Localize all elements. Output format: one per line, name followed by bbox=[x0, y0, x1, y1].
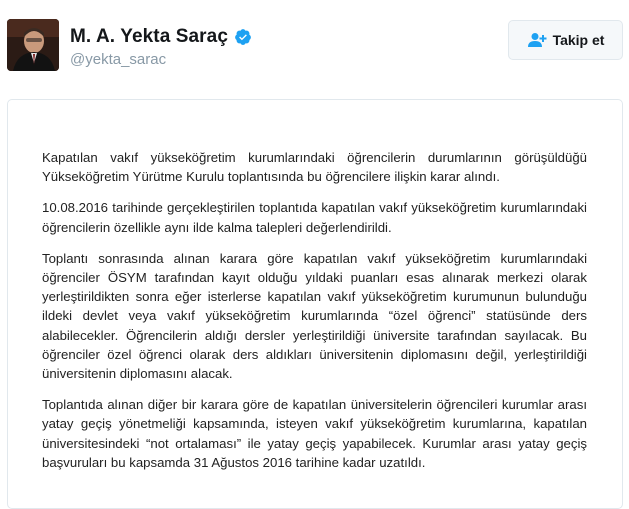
tweet-header bbox=[0, 0, 629, 90]
avatar-photo bbox=[7, 19, 59, 71]
statement-paragraph: Toplantıda alınan diğer bir karara göre de kapatılan üniversitelerin öğrencileri kurumlar arası yatay geçiş yönetmeliği kapsamında, isteyen vakıf yükseköğretim kurumlarına, kapatılan üniversitesindeki “not ortalaması” ile yatay geçiş yapabilecek. Kurumlar arası yatay geçiş başvuruları bu kapsamda 31 Ağustos 2016 tarihine kadar uzatıldı. bbox=[42, 397, 587, 470]
statement-card[interactable] bbox=[7, 99, 623, 509]
display-name[interactable]: M. A. Yekta Saraç bbox=[70, 26, 229, 47]
follow-button[interactable] bbox=[508, 20, 623, 60]
verified-badge-icon bbox=[234, 28, 252, 46]
statement-text bbox=[42, 148, 587, 484]
add-user-icon bbox=[527, 32, 547, 48]
statement-paragraph: Kapatılan vakıf yükseköğretim kurumlarındaki öğrencilerin durumlarının görüşüldüğü Yükseköğretim Yürütme Kurulu toplantısında bu öğrencilere ilişkin karar alındı. bbox=[42, 150, 587, 185]
statement-paragraph: 10.08.2016 tarihinde gerçekleştirilen toplantıda kapatılan vakıf yükseköğretim kurumlarındaki öğrencilerin özellikle aynı ilde kalma talepleri değerlendirildi. bbox=[42, 200, 587, 235]
user-handle[interactable]: @yekta_sarac bbox=[70, 51, 167, 68]
statement-paragraph: Toplantı sonrasında alınan karara göre kapatılan vakıf yükseköğretim kurumlarındaki öğrenciler ÖSYM tarafından kayıt olduğu yıldaki puanları esas alınarak merkezi olarak yerleştirildikten sonra eğer isterlerse kapatılan vakıf yükseköğretim kurumunun bulunduğu ildeki devlet veya vakıf yükseköğretim kurumlarında “özel öğrenci” statüsünde ders alabilecekler. Öğrencilerin aldığı dersler yerleştirildiği üniversite tarafından sayılacak. Bu öğrenciler özel öğrenci olarak ders aldıkları üniversitenin diplomasını değil, yerleştirildiği üniversitenin diplomasını alacak. bbox=[42, 250, 587, 382]
avatar[interactable] bbox=[7, 19, 59, 71]
follow-button-label: Takip et bbox=[552, 32, 605, 48]
name-row bbox=[70, 26, 252, 48]
